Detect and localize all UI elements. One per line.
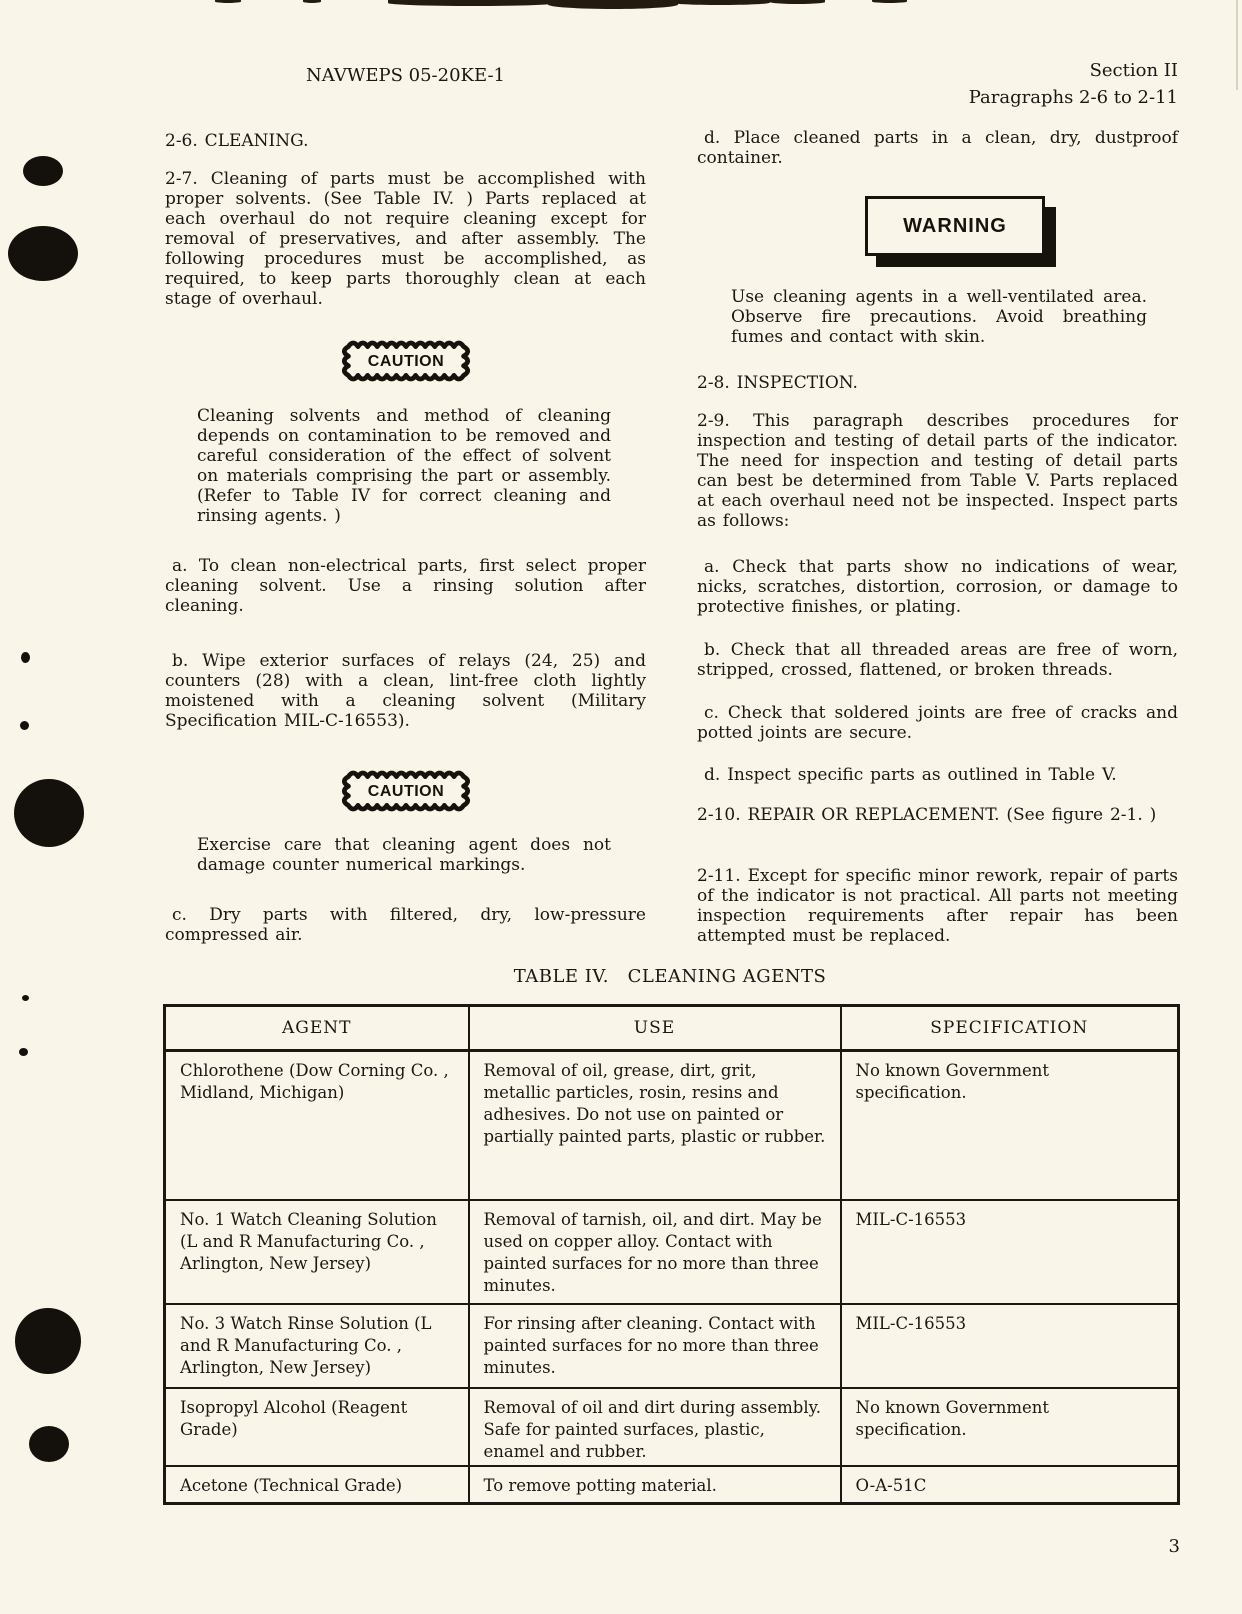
table-row	[165, 1051, 1179, 1200]
page-number: 3	[1168, 1536, 1180, 1557]
spec-cell: O-A-51C	[841, 1466, 1179, 1504]
agent-cell: Isopropyl Alcohol (Reagent Grade)	[165, 1388, 469, 1466]
spec-cell: No known Government specification.	[841, 1388, 1179, 1466]
scan-edge-mark	[770, 0, 825, 4]
paragraph-2-7: 2-7. Cleaning of parts must be accomplished with proper solvents. (See Table IV. ) Parts replaced at each overhaul do not require cleaning except for removal of preservatives, and after assembly. The following procedures must be accomplished, as required, to keep parts thoroughly clean at each stage of overhaul.	[165, 169, 646, 309]
table-title: TABLE IV. CLEANING AGENTS	[513, 966, 827, 987]
table-row	[165, 1200, 1179, 1304]
table-row	[165, 1304, 1179, 1388]
scan-edge-mark	[303, 0, 321, 3]
page-edge-crease	[1236, 0, 1238, 90]
caution-box-1	[334, 336, 478, 386]
step-a-cleaning: a. To clean non-electrical parts, first select proper cleaning solvent. Use a rinsing solution after cleaning.	[165, 556, 646, 616]
caution-text-1: Cleaning solvents and method of cleaning depends on contamination to be removed and careful consideration of the effect of solvent on materials comprising the part or assembly. (Refer to Table IV for correct cleaning and rinsing agents. )	[197, 406, 611, 526]
ink-speck	[19, 1048, 28, 1056]
header-right	[697, 57, 1178, 111]
scan-edge-mark	[670, 0, 770, 5]
use-cell: Removal of oil, grease, dirt, grit, metallic particles, rosin, resins and adhesives. Do not use on painted or partially painted parts, plastic or rubber.	[469, 1051, 841, 1200]
scan-edge-mark	[548, 0, 678, 9]
spec-cell: MIL-C-16553	[841, 1304, 1179, 1388]
agent-cell: Acetone (Technical Grade)	[165, 1466, 469, 1504]
inspection-item-a: a. Check that parts show no indications of wear, nicks, scratches, distortion, corrosion, or damage to protective finishes, or plating.	[697, 557, 1178, 617]
binder-hole-mark	[14, 779, 84, 847]
column-header-agent: AGENT	[165, 1006, 469, 1051]
step-b-cleaning: b. Wipe exterior surfaces of relays (24, 25) and counters (28) with a clean, lint-free cloth lightly moistened with a cleaning solvent (Military Specification MIL-C-16553).	[165, 651, 646, 731]
warning-text: Use cleaning agents in a well-ventilated area. Observe fire precautions. Avoid breathing fumes and contact with skin.	[731, 287, 1147, 347]
use-cell: Removal of oil and dirt during assembly. Safe for painted surfaces, plastic, enamel and rubber.	[469, 1388, 841, 1466]
scan-edge-mark	[215, 0, 241, 3]
binder-hole-mark	[15, 1308, 81, 1374]
caution-box-2	[334, 766, 478, 816]
ink-speck	[21, 652, 30, 663]
heading-2-6-cleaning: 2-6. CLEANING.	[165, 131, 309, 151]
agent-cell: No. 3 Watch Rinse Solution (L and R Manufacturing Co. , Arlington, New Jersey)	[165, 1304, 469, 1388]
binder-hole-mark	[29, 1426, 69, 1462]
use-cell: For rinsing after cleaning. Contact with painted surfaces for no more than three minutes.	[469, 1304, 841, 1388]
binder-hole-mark	[8, 226, 78, 281]
heading-2-8-inspection: 2-8. INSPECTION.	[697, 373, 858, 393]
heading-2-10-repair: 2-10. REPAIR OR REPLACEMENT. (See figure 2-1. )	[697, 805, 1157, 825]
warning-label: WARNING	[903, 214, 1007, 237]
table-row	[165, 1388, 1179, 1466]
paragraph-2-11: 2-11. Except for specific minor rework, repair of parts of the indicator is not practical. All parts not meeting inspection requirements after repair has been attempted must be replaced.	[697, 866, 1178, 946]
section-label: Section II	[1089, 60, 1178, 81]
scan-edge-mark	[872, 0, 907, 3]
agent-cell: Chlorothene (Dow Corning Co. , Midland, Michigan)	[165, 1051, 469, 1200]
caution-label: CAUTION	[367, 782, 445, 800]
binder-hole-mark	[23, 156, 63, 186]
spec-cell: MIL-C-16553	[841, 1200, 1179, 1304]
agent-cell: No. 1 Watch Cleaning Solution (L and R Manufacturing Co. , Arlington, New Jersey)	[165, 1200, 469, 1304]
ink-speck	[20, 721, 29, 730]
column-header-use: USE	[469, 1006, 841, 1051]
doc-number: NAVWEPS 05-20KE-1	[305, 65, 505, 86]
step-d-cleaning: d. Place cleaned parts in a clean, dry, dustproof container.	[697, 128, 1178, 168]
use-cell: To remove potting material.	[469, 1466, 841, 1504]
inspection-item-b: b. Check that all threaded areas are free of worn, stripped, crossed, flattened, or broken threads.	[697, 640, 1178, 680]
ink-speck	[22, 995, 29, 1001]
table-row	[165, 1466, 1179, 1504]
caution-text-2: Exercise care that cleaning agent does not damage counter numerical markings.	[197, 835, 611, 875]
spec-cell: No known Government specification.	[841, 1051, 1179, 1200]
inspection-item-d: d. Inspect specific parts as outlined in Table V.	[704, 765, 1117, 785]
inspection-item-c: c. Check that soldered joints are free of cracks and potted joints are secure.	[697, 703, 1178, 743]
column-header-specification: SPECIFICATION	[841, 1006, 1179, 1051]
table-header-row	[165, 1006, 1179, 1051]
caution-label: CAUTION	[367, 352, 445, 370]
use-cell: Removal of tarnish, oil, and dirt. May be used on copper alloy. Contact with painted surfaces for no more than three minutes.	[469, 1200, 841, 1304]
step-c-cleaning: c. Dry parts with filtered, dry, low-pressure compressed air.	[165, 905, 646, 945]
table-cleaning-agents	[163, 1004, 1180, 1505]
paragraph-2-9: 2-9. This paragraph describes procedures for inspection and testing of detail parts of the indicator. The need for inspection and testing of detail parts can best be determined from Table V. Parts replaced at each overhaul need not be inspected. Inspect parts as follows:	[697, 411, 1178, 531]
scan-edge-mark	[388, 0, 558, 6]
warning-box	[865, 196, 1045, 256]
paragraph-range: Paragraphs 2-6 to 2-11	[968, 87, 1178, 108]
